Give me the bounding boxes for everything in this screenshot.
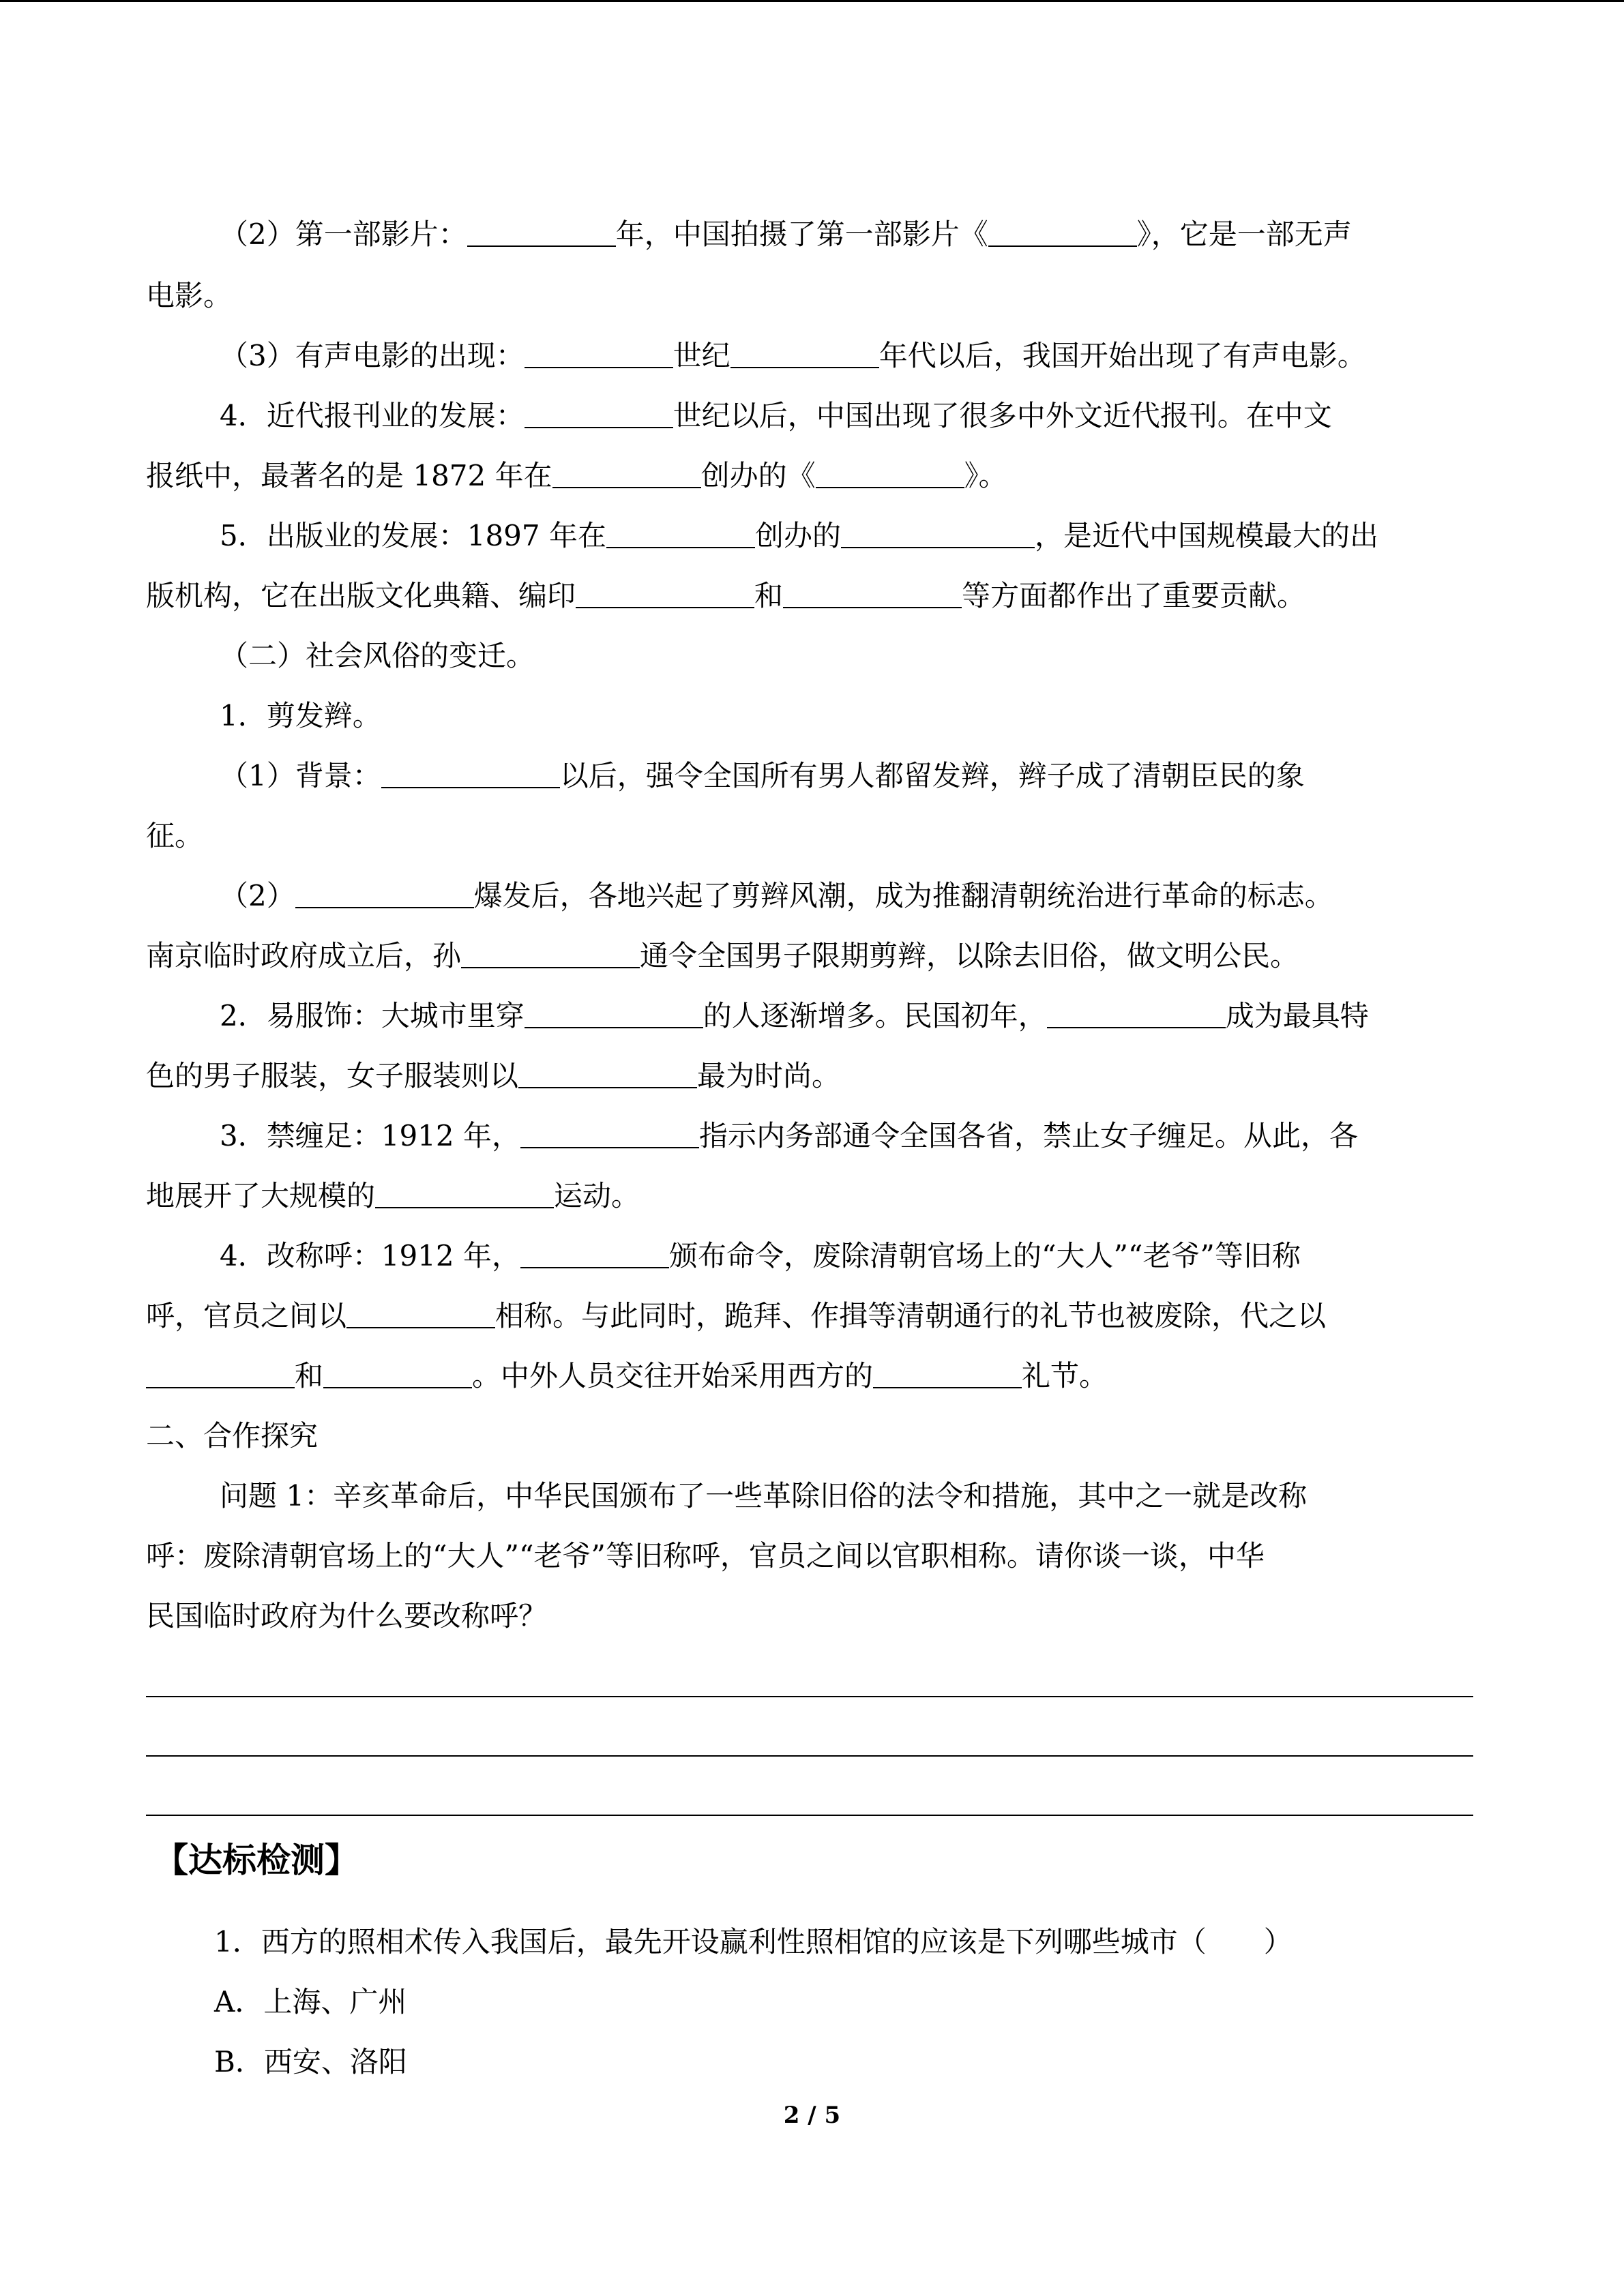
text-segment: 3．禁缠足：1912 年，: [220, 1119, 520, 1152]
fill-blank[interactable]: [552, 462, 701, 488]
text-line: [220, 996, 1369, 1037]
text-line: [146, 1596, 547, 1637]
text-segment: 电影。: [146, 279, 233, 312]
fill-blank[interactable]: [1047, 1002, 1226, 1028]
fill-blank[interactable]: [346, 1302, 495, 1328]
text-segment: 运动。: [554, 1179, 640, 1212]
text-segment: 成为最具特: [1225, 999, 1369, 1032]
text-segment: 颁布命令，废除清朝官场上的“大人”“老爷”等旧称: [668, 1239, 1301, 1272]
text-line: [146, 1056, 840, 1097]
text-segment: 二、合作探究: [146, 1419, 319, 1452]
fill-blank[interactable]: [783, 582, 962, 608]
text-line: [220, 336, 1366, 376]
text-line: [220, 1476, 1307, 1517]
text-line: [146, 1356, 1108, 1397]
text-line: [220, 214, 1352, 255]
text-segment: （3）有声电影的出现：: [220, 339, 525, 372]
fill-blank[interactable]: [525, 402, 673, 428]
text-segment: 相称。与此同时，跪拜、作揖等清朝通行的礼节也被废除，代之以: [495, 1299, 1327, 1332]
text-segment: 年代以后，我国开始出现了有声电影。: [879, 339, 1366, 372]
text-segment: 色的男子服装，女子服装则以: [146, 1059, 519, 1092]
text-segment: 世纪以后，中国出现了很多中外文近代报刊。在中文: [673, 399, 1332, 432]
page-top-border: [0, 0, 1624, 2]
section-heading: 【达标检测】: [154, 1840, 359, 1880]
fill-blank[interactable]: [520, 1242, 669, 1268]
fill-blank[interactable]: [381, 762, 560, 788]
text-segment: （2）第一部影片：: [220, 218, 467, 251]
text-segment: 创办的: [754, 519, 841, 552]
text-line: [220, 1236, 1301, 1277]
text-line: [220, 1116, 1358, 1157]
text-line: [220, 396, 1332, 436]
text-segment: 》。: [964, 459, 1007, 492]
text-segment: （二）社会风俗的变迁。: [220, 639, 535, 672]
fill-blank[interactable]: [518, 1062, 697, 1088]
text-segment: ，是近代中国规模最大的出: [1034, 519, 1378, 552]
text-segment: 年，中国拍摄了第一部影片《: [615, 218, 988, 251]
text-segment: （2）: [220, 879, 295, 912]
question-stem: 1．西方的照相术传入我国后，最先开设赢利性照相馆的应该是下列哪些城市（ ）: [214, 1925, 1293, 1958]
option-a[interactable]: A．上海、广州: [214, 1985, 407, 2018]
text-line: [146, 1296, 1326, 1337]
page-number: 2 / 5: [783, 2102, 841, 2129]
text-segment: 4．改称呼：1912 年，: [220, 1239, 520, 1272]
fill-blank[interactable]: [467, 221, 616, 247]
text-segment: 征。: [146, 819, 204, 852]
text-segment: 2．易服饰：大城市里穿: [220, 999, 525, 1032]
fill-blank[interactable]: [576, 582, 754, 608]
text-line: [146, 576, 1305, 616]
text-line: [146, 816, 203, 856]
fill-blank[interactable]: [146, 1362, 295, 1388]
text-segment: 创办的《: [700, 459, 816, 492]
text-segment: 呼：废除清朝官场上的“大人”“老爷”等旧称呼，官员之间以官职相称。请你谈一谈，中华: [146, 1539, 1265, 1572]
text-line: [220, 756, 1305, 796]
section-title: [146, 1416, 318, 1457]
text-segment: 指示内务部通令全国各省，禁止女子缠足。从此，各: [698, 1119, 1358, 1152]
text-segment: 世纪: [673, 339, 730, 372]
text-segment: 南京临时政府成立后，孙: [146, 939, 462, 972]
text-segment: 民国临时政府为什么要改称呼？: [146, 1599, 548, 1632]
fill-blank[interactable]: [295, 882, 474, 908]
text-segment: 报纸中，最著名的是 1872 年在: [146, 459, 552, 492]
text-line: [220, 516, 1378, 556]
fill-blank[interactable]: [873, 1362, 1022, 1388]
text-segment: 版机构，它在出版文化典籍、编印: [146, 579, 576, 612]
fill-blank[interactable]: [375, 1182, 554, 1208]
text-segment: 4．近代报刊业的发展：: [220, 399, 525, 432]
fill-blank[interactable]: [525, 342, 673, 368]
fill-blank[interactable]: [323, 1362, 472, 1388]
text-segment: 通令全国男子限期剪辫，以除去旧俗，做文明公民。: [640, 939, 1299, 972]
text-segment: 等方面都作出了重要贡献。: [962, 579, 1306, 612]
text-segment: 的人逐渐增多。民国初年，: [703, 999, 1047, 1032]
fill-blank[interactable]: [816, 462, 964, 488]
text-line: [146, 1536, 1265, 1577]
text-line: [146, 936, 1299, 976]
fill-blank[interactable]: [461, 942, 640, 968]
text-segment: 爆发后，各地兴起了剪辫风潮，成为推翻清朝统治进行革命的标志。: [473, 879, 1333, 912]
answer-line[interactable]: [146, 1815, 1473, 1816]
text-segment: 礼节。: [1022, 1359, 1108, 1392]
text-segment: 呼，官员之间以: [146, 1299, 347, 1332]
text-segment: 1．剪发辫。: [220, 699, 381, 732]
text-segment: 。中外人员交往开始采用西方的: [472, 1359, 874, 1392]
answer-line[interactable]: [146, 1755, 1473, 1757]
option-b[interactable]: B．西安、洛阳: [214, 2045, 407, 2078]
text-line: [146, 456, 1007, 496]
text-line: [220, 696, 381, 736]
text-segment: 》，它是一部无声: [1136, 218, 1352, 251]
text-segment: 和: [295, 1359, 324, 1392]
text-line: [220, 876, 1333, 916]
text-segment: 5．出版业的发展：1897 年在: [220, 519, 606, 552]
text-line: [146, 275, 232, 316]
fill-blank[interactable]: [841, 522, 1035, 548]
fill-blank[interactable]: [525, 1002, 703, 1028]
answer-line[interactable]: [146, 1696, 1473, 1697]
text-segment: （1）背景：: [220, 759, 381, 792]
fill-blank[interactable]: [730, 342, 879, 368]
text-line: [220, 636, 535, 676]
text-line: [146, 1176, 640, 1217]
fill-blank[interactable]: [606, 522, 755, 548]
text-segment: 问题 1：辛亥革命后，中华民国颁布了一些革除旧俗的法令和措施，其中之一就是改称: [220, 1479, 1308, 1512]
text-segment: 以后，强令全国所有男人都留发辫，辫子成了清朝臣民的象: [559, 759, 1305, 792]
text-segment: 和: [754, 579, 784, 612]
text-segment: 地展开了大规模的: [146, 1179, 376, 1212]
text-segment: 最为时尚。: [697, 1059, 841, 1092]
fill-blank[interactable]: [988, 221, 1137, 247]
fill-blank[interactable]: [520, 1122, 699, 1148]
